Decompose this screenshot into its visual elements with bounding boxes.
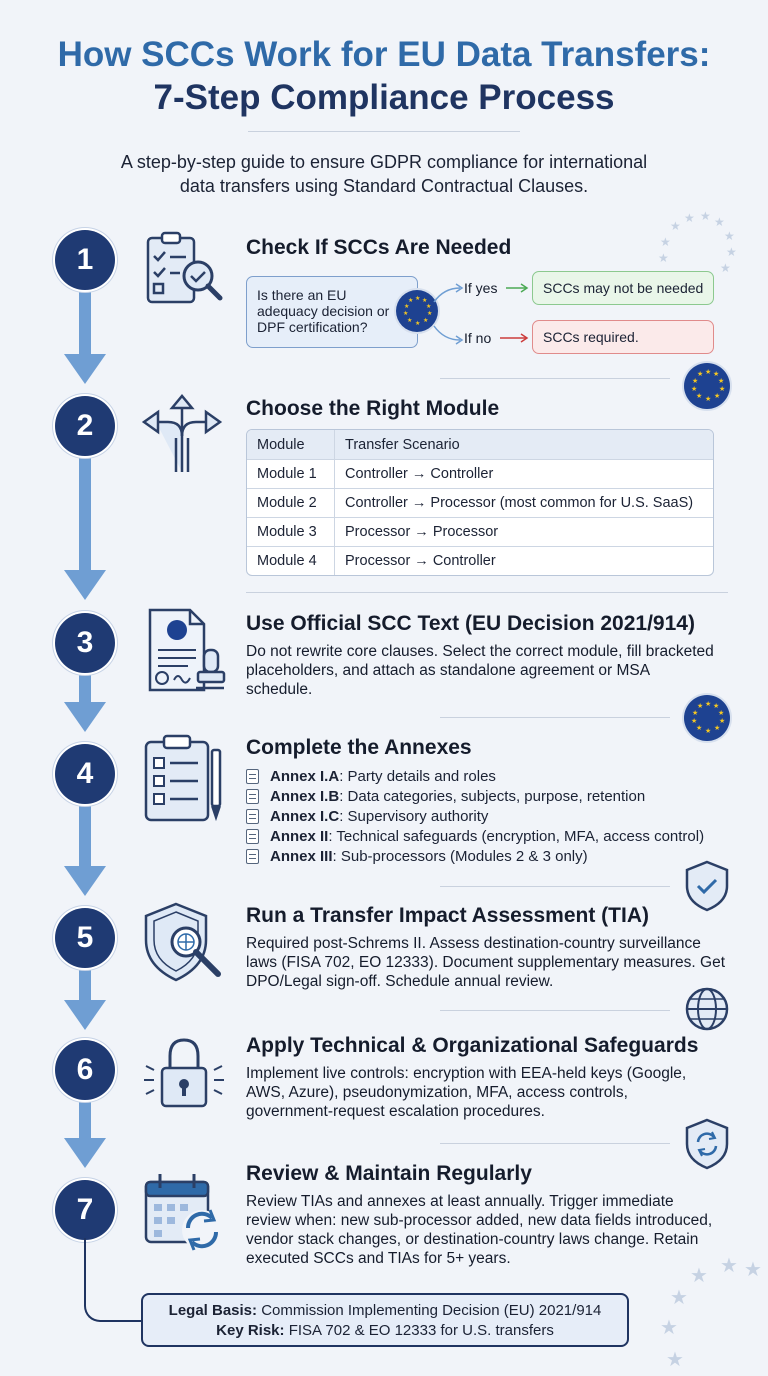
step-5-title: Run a Transfer Impact Assessment (TIA) [246, 904, 649, 927]
flow-arrow-1 [64, 354, 106, 384]
adequacy-question-box: Is there an EU adequacy decision or DPF certification? [246, 276, 418, 348]
table-row [247, 546, 713, 575]
svg-text:★: ★ [696, 392, 703, 400]
svg-text:★: ★ [713, 702, 720, 710]
document-icon [246, 809, 259, 824]
table-header-cell: Module [247, 430, 335, 459]
table-cell: Module 2 [247, 489, 335, 517]
step-2-title: Choose the Right Module [246, 397, 500, 420]
legal-basis-line [143, 1301, 627, 1321]
step-7-body: Review TIAs and annexes at least annually. Trigger immediate review when: new sub-processor added, new data fields introduced, vendor stack changes, or destination-country laws change. Retain executed SCCs and TIAs for 5+ years. [246, 1193, 713, 1267]
title-divider [248, 131, 520, 132]
svg-text:★: ★ [719, 385, 726, 393]
flow-line-4 [79, 805, 91, 871]
annex-desc: : Supervisory authority [339, 807, 489, 825]
step-1-title: Check If SCCs Are Needed [246, 236, 512, 259]
globe-icon [684, 986, 730, 1032]
padlock-icon [140, 1034, 228, 1114]
legal-basis-label: Legal Basis: [168, 1302, 258, 1319]
flow-arrow-6 [64, 1138, 106, 1168]
svg-text:★: ★ [404, 303, 410, 310]
list-item [246, 786, 704, 806]
table-row [247, 488, 713, 517]
svg-text:★: ★ [697, 370, 704, 378]
key-risk-line [143, 1321, 627, 1341]
svg-text:★: ★ [714, 392, 721, 400]
step-separator-2 [246, 592, 728, 593]
step-7-number: 7 [55, 1180, 115, 1240]
svg-text:★: ★ [684, 211, 695, 225]
key-risk-label: Key Risk: [216, 1322, 285, 1339]
svg-text:★: ★ [660, 1315, 678, 1339]
legal-basis-value: Commission Implementing Decision (EU) 2021/914 [257, 1302, 602, 1319]
subtitle-line-1: A step-by-step guide to ensure GDPR compliance for international [120, 152, 648, 172]
table-cell: Module 4 [247, 547, 335, 575]
svg-text:★: ★ [427, 310, 433, 317]
document-icon [246, 829, 259, 844]
step-6-number: 6 [55, 1040, 115, 1100]
eu-flag-icon [684, 363, 730, 409]
legal-basis-box [141, 1293, 629, 1347]
table-header-cell: Transfer Scenario [345, 436, 460, 453]
svg-text:★: ★ [670, 1285, 688, 1309]
step-separator-5 [440, 1010, 670, 1011]
clipboard-pen-icon [140, 734, 226, 824]
svg-text:★: ★ [415, 320, 421, 327]
svg-text:★: ★ [426, 303, 432, 310]
shield-check-icon [684, 860, 730, 912]
svg-text:★: ★ [658, 251, 669, 265]
flow-line-5 [79, 970, 91, 1004]
step-5-number: 5 [55, 908, 115, 968]
table-row [247, 517, 713, 546]
svg-text:★: ★ [705, 395, 712, 403]
no-result-box: SCCs required. [532, 320, 714, 354]
svg-text:★: ★ [403, 310, 409, 317]
svg-text:★: ★ [423, 317, 429, 324]
table-cell: Module 3 [247, 518, 335, 546]
key-risk-value: FISA 702 & EO 12333 for U.S. transfers [284, 1322, 554, 1339]
svg-text:★: ★ [724, 229, 735, 243]
document-icon [246, 789, 259, 804]
table-row [247, 459, 713, 488]
annex-desc: : Data categories, subjects, purpose, retention [339, 787, 646, 805]
svg-text:★: ★ [714, 215, 725, 229]
annex-desc: : Technical safeguards (encryption, MFA, access control) [328, 828, 705, 846]
svg-text:★: ★ [718, 377, 725, 385]
flow-arrow-4 [64, 866, 106, 896]
step-separator-4 [440, 886, 670, 887]
svg-text:★: ★ [407, 317, 413, 324]
svg-text:★: ★ [415, 295, 421, 302]
step-3-body: Do not rewrite core clauses. Select the correct module, fill bracketed placeholders, and attach as standalone agreement or MSA schedule. [246, 643, 714, 698]
no-branch-label: If no [464, 330, 492, 346]
document-icon [246, 849, 259, 864]
checklist-magnifier-icon [140, 230, 226, 310]
calendar-refresh-icon [140, 1170, 228, 1258]
svg-text:★: ★ [692, 377, 699, 385]
title-line-1: How SCCs Work for EU Data Transfers: [57, 35, 711, 74]
modules-table [246, 429, 714, 576]
step-4-title: Complete the Annexes [246, 736, 472, 759]
svg-text:★: ★ [697, 702, 704, 710]
flow-line-1 [79, 290, 91, 360]
flow-line-6 [79, 1102, 91, 1142]
step-separator-1 [440, 378, 670, 379]
flow-line-2 [79, 457, 91, 577]
page-subtitle [60, 150, 708, 198]
svg-text:★: ★ [690, 1263, 708, 1287]
svg-text:★: ★ [692, 709, 699, 717]
title-line-2: 7-Step Compliance Process [153, 78, 615, 117]
svg-text:★: ★ [744, 1257, 762, 1281]
step-separator-6 [440, 1143, 670, 1144]
svg-text:★: ★ [670, 219, 681, 233]
page-title [0, 34, 768, 120]
svg-text:★: ★ [726, 245, 737, 259]
flow-arrow-5 [64, 1000, 106, 1030]
step-4-number: 4 [55, 744, 115, 804]
list-item [246, 847, 704, 867]
eu-stars-ring-icon [640, 1250, 768, 1376]
list-item [246, 806, 704, 826]
yes-result-box: SCCs may not be needed [532, 271, 714, 305]
annex-name: Annex II [270, 828, 329, 846]
annex-name: Annex I.B [270, 787, 340, 805]
table-cell: Processor → Processor [345, 524, 499, 540]
table-cell: Processor → Controller [345, 553, 496, 569]
flow-arrow-2 [64, 570, 106, 600]
subtitle-line-2: data transfers using Standard Contractual Clauses. [179, 176, 589, 196]
flow-arrow-3 [64, 702, 106, 732]
step-1-number: 1 [55, 230, 115, 290]
step-7-title: Review & Maintain Regularly [246, 1162, 532, 1185]
svg-text:★: ★ [705, 727, 712, 735]
svg-text:★: ★ [705, 368, 712, 376]
table-cell: Controller → Processor (most common for U.S. SaaS) [345, 495, 694, 511]
list-item [246, 827, 704, 847]
svg-text:★: ★ [696, 724, 703, 732]
list-item [246, 766, 704, 786]
svg-text:★: ★ [705, 700, 712, 708]
step-6-title: Apply Technical & Organizational Safeguards [246, 1034, 699, 1057]
svg-text:★: ★ [422, 297, 428, 304]
svg-text:★: ★ [700, 210, 711, 223]
step-3-title: Use Official SCC Text (EU Decision 2021/914) [246, 612, 695, 635]
certificate-stamp-icon [140, 606, 226, 694]
svg-text:★: ★ [718, 709, 725, 717]
eu-flag-icon [684, 695, 730, 741]
svg-text:★: ★ [660, 235, 671, 249]
footer-connector [84, 1238, 142, 1322]
annex-name: Annex I.C [270, 807, 340, 825]
annex-list [246, 766, 704, 867]
split-arrows-icon [140, 392, 224, 474]
table-cell: Module 1 [247, 460, 335, 488]
annex-name: Annex III [270, 848, 333, 866]
shield-refresh-icon [684, 1118, 730, 1170]
annex-desc: : Sub-processors (Modules 2 & 3 only) [332, 848, 588, 866]
document-icon [246, 769, 259, 784]
step-2-number: 2 [55, 396, 115, 456]
table-header-row [247, 430, 713, 459]
table-cell: Controller → Controller [345, 466, 494, 482]
svg-text:★: ★ [666, 1347, 684, 1371]
annex-name: Annex I.A [270, 767, 340, 785]
svg-text:★: ★ [408, 297, 414, 304]
svg-text:★: ★ [720, 261, 731, 275]
svg-text:★: ★ [714, 724, 721, 732]
svg-text:★: ★ [691, 385, 698, 393]
yes-branch-label: If yes [464, 280, 498, 296]
annex-desc: : Party details and roles [339, 767, 496, 785]
svg-text:★: ★ [691, 717, 698, 725]
step-5-body: Required post-Schrems II. Assess destination-country surveillance laws (FISA 702, EO 12333). Document supplementary measures. Get DPO/Legal sign-off. Schedule annual review. [246, 935, 726, 990]
svg-text:★: ★ [720, 1253, 738, 1277]
svg-text:★: ★ [719, 717, 726, 725]
shield-globe-magnifier-icon [140, 900, 228, 988]
step-6-body: Implement live controls: encryption with EEA-held keys (Google, AWS, Azure), pseudonymization, MFA, access controls, government-request escalation procedures. [246, 1065, 687, 1120]
step-separator-3 [440, 717, 670, 718]
svg-text:★: ★ [713, 370, 720, 378]
step-3-number: 3 [55, 613, 115, 673]
